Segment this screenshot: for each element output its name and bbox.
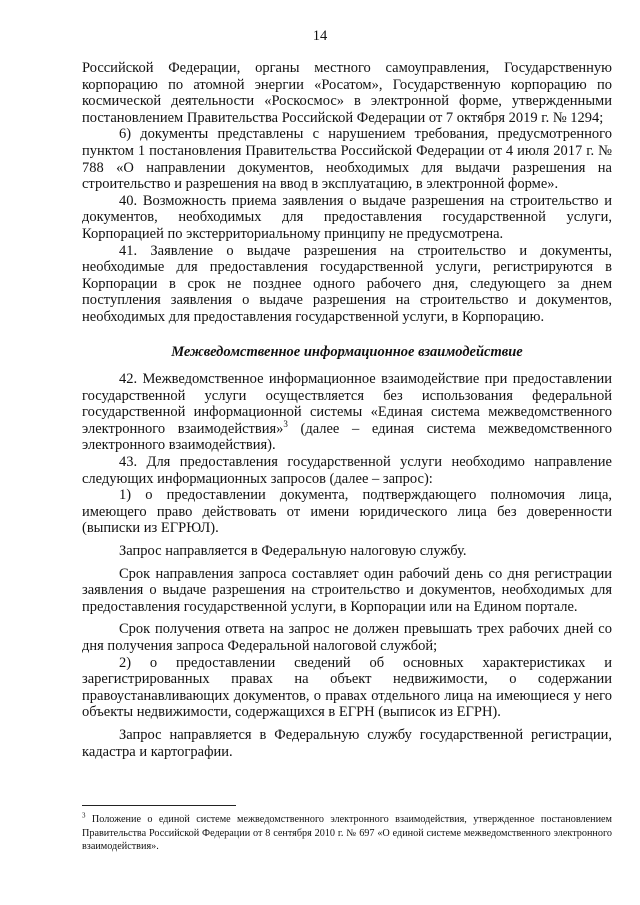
footnote-divider [82, 805, 236, 806]
document-body [82, 60, 612, 760]
paragraph-43-item-2: 2) о предоставлении сведений об основных характеристиках и зарегистрированных правах на объект недвижимости, о содержании правоустанавливающих документов, о правах отдельного лица на имеющиеся у него объекты недвижимости, содержащихся в ЕГРН (выписок из ЕГРН). [82, 654, 612, 721]
paragraph-item-6: 6) документы представлены с нарушением требования, предусмотренного пунктом 1 постановления Правительства Российской Федерации от 4 июля 2017 г. № 788 «О направлении документов, необходимых для выдачи разрешения на строительство и разрешения на ввод в эксплуатацию, в электронной форме». [82, 126, 612, 193]
paragraph-43: 43. Для предоставления государственной услуги необходимо направление следующих информационных запросов (далее – запрос): [82, 454, 612, 487]
paragraph-42-text: 42. Межведомственное информационное взаимодействие при предоставлении государственной услуги осуществляется без использования федеральной государственной информационной системы «Единая система межведомственного электронного взаимодействия» [82, 371, 612, 437]
paragraph-43-item-2-recipient: Запрос направляется в Федеральную службу государственной регистрации, кадастра и картографии. [82, 726, 612, 760]
footnote-reference: 3 [283, 419, 288, 430]
paragraph-43-item-1: 1) о предоставлении документа, подтверждающего полномочия лица, имеющего право действовать от имени юридического лица без доверенности (выписки из ЕГРЮЛ). [82, 487, 612, 537]
footnote [82, 813, 612, 854]
paragraph-42 [82, 371, 612, 454]
section-heading: Межведомственное информационное взаимодействие [171, 343, 523, 360]
paragraph-41: 41. Заявление о выдаче разрешения на строительство и документы, необходимые для предоставления государственной услуги, регистрируются в Корпорации в срок не позднее одного рабочего дня, следующего за днем поступления заявления о выдаче разрешения на строительство и документов, необходимых для предоставления государственной услуги, в Корпорацию. [82, 242, 612, 325]
paragraph-43-item-1-send-term: Срок направления запроса составляет один рабочий день со дня регистрации заявления о выдаче разрешения на строительство и документов, необходимых для предоставления государственной услуги, в Корпорации или на Едином портале. [82, 565, 612, 615]
paragraph-43-item-1-answer-term: Срок получения ответа на запрос не должен превышать трех рабочих дней со дня получения запроса Федеральной налоговой службой; [82, 621, 612, 654]
footnote-text: Положение о единой системе межведомственного электронного взаимодействия, утвержденное постановлением Правительства Российской Федерации от 8 сентября 2010 г. № 697 «О единой системе межведомственного электронного взаимодействия». [82, 814, 612, 853]
page-number: 14 [312, 28, 328, 44]
paragraph-40: 40. Возможность приема заявления о выдаче разрешения на строительство и документов, необходимых для предоставления государственной услуги, Корпорацией по экстерриториальному принципу не предусмотрена. [82, 192, 612, 242]
footnote-mark: 3 [82, 811, 86, 820]
paragraph-43-item-1-recipient: Запрос направляется в Федеральную налоговую службу. [119, 543, 467, 560]
paragraph-42-tail: (далее – единая система межведомственного электронного взаимодействия). [82, 420, 612, 454]
paragraph-continuation: Российской Федерации, органы местного самоуправления, Государственную корпорацию по атомной энергии «Росатом», Государственную корпорацию по космической деятельности «Роскосмос» в электронной форме, утвержденными постановлением Правительства Российской Федерации от 7 октября 2019 г. № 1294; [82, 60, 612, 126]
